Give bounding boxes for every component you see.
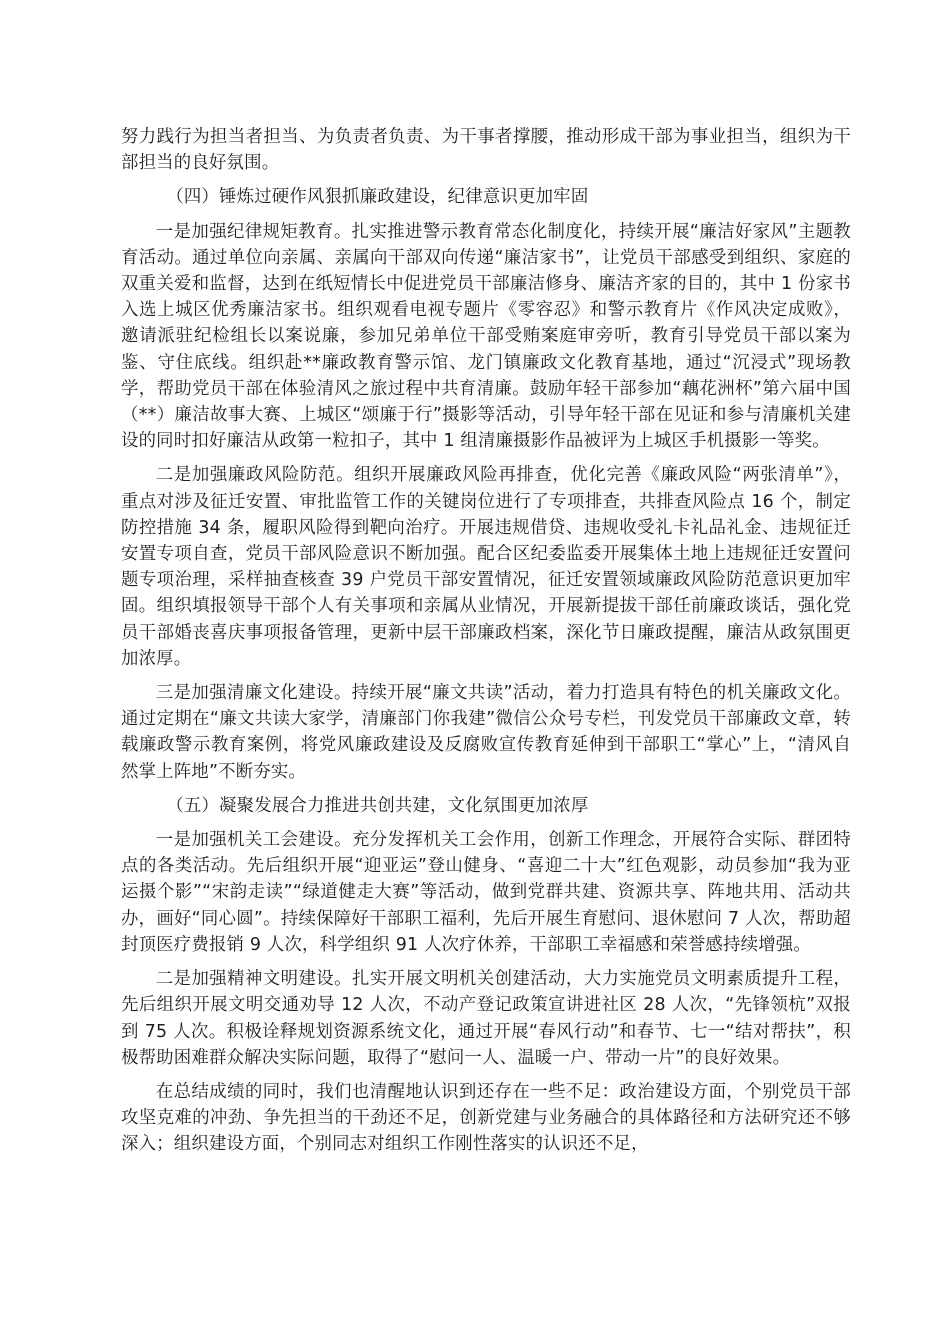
paragraph-continued: 努力践行为担当者担当、为负责者负责、为干事者撑腰，推动形成干部为事业担当，组织为干部担当的良好氛围。 <box>121 127 851 174</box>
section-heading-four: （四）锤炼过硬作风狠抓廉政建设，纪律意识更加牢固 <box>166 187 589 208</box>
paragraph-risk-prevention: 二是加强廉政风险防范。组织开展廉政风险再排查，优化完善《廉政风险“两张清单”》，重点对涉及征迁安置、审批监管工作的关键岗位进行了专项排查，共排查风险点 16 个，制定防控措施 34 条，履职风险得到靶向治疗。开展违规借贷、违规收受礼卡礼品礼金、违规征迁安置专项自查，党员干部风险意识不断加强。配合区纪委监委开展集体土地上违规征迁安置问题专项治理，采样抽查核查 39 户党员干部安置情况，征迁安置领域廉政风险防范意识更加牢固。组织填报领导干部个人有关事项和亲属从业情况，开展新提拔干部任前廉政谈话，强化党员干部婚丧喜庆事项报备管理，更新中层干部廉政档案，深化节日廉政提醒，廉洁从政氛围更加浓厚。 <box>121 465 851 669</box>
paragraph-spiritual-civilization: 二是加强精神文明建设。扎实开展文明机关创建活动，大力实施党员文明素质提升工程，先后组织开展文明交通劝导 12 人次，不动产登记政策宣讲进社区 28 人次，“先锋领杭”双报到 75 人次。积极诠释规划资源系统文化，通过开展“春风行动”和春节、七一“结对帮扶”，积极帮助困难群众解决实际问题，取得了“慰问一人、温暖一户、带动一片”的良好效果。 <box>121 969 851 1068</box>
section-heading-five: （五）凝聚发展合力推进共创共建，文化氛围更加浓厚 <box>166 795 589 816</box>
document-page <box>121 124 851 1158</box>
paragraph-shortcomings: 在总结成绩的同时，我们也清醒地认识到还存在一些不足：政治建设方面，个别党员干部攻坚克难的冲劲、争先担当的干劲还不足，创新党建与业务融合的具体路径和方法研究还不够深入；组织建设方面，个别同志对组织工作刚性落实的认识还不足， <box>121 1081 851 1155</box>
paragraph-trade-union: 一是加强机关工会建设。充分发挥机关工会作用，创新工作理念，开展符合实际、群团特点的各类活动。先后组织开展“迎亚运”登山健身、“喜迎二十大”红色观影，动员参加“我为亚运摄个影”“宋韵走读”“绿道健走大赛”等活动，做到党群共建、资源共享、阵地共用、活动共办，画好“同心圆”。持续保障好干部职工福利，先后开展生育慰问、退休慰问 7 人次，帮助超封顶医疗费报销 9 人次，科学组织 91 人次疗休养，干部职工幸福感和荣誉感持续增强。 <box>121 830 851 955</box>
paragraph-clean-culture: 三是加强清廉文化建设。持续开展“廉文共读”活动，着力打造具有特色的机关廉政文化。通过定期在“廉文共读大家学，清廉部门你我建”微信公众号专栏，刊发党员干部廉政文章，转载廉政警示教育案例，将党风廉政建设及反腐败宣传教育延伸到干部职工“掌心”上，“清风自然掌上阵地”不断夯实。 <box>121 683 851 782</box>
paragraph-discipline-education: 一是加强纪律规矩教育。扎实推进警示教育常态化制度化，持续开展“廉洁好家风”主题教育活动。通过单位向亲属、亲属向干部双向传递“廉洁家书”，让党员干部感受到组织、家庭的双重关爱和监督，达到在纸短情长中促进党员干部廉洁修身、廉洁齐家的目的，其中 1 份家书入选上城区优秀廉洁家书。组织观看电视专题片《零容忍》和警示教育片《作风决定成败》，邀请派驻纪检组长以案说廉，参加兄弟单位干部受贿案庭审旁听，教育引导党员干部以案为鉴、守住底线。组织赴**廉政教育警示馆、龙门镇廉政文化教育基地，通过“沉浸式”现场教学，帮助党员干部在体验清风之旅过程中共育清廉。鼓励年轻干部参加“藕花洲杯”第六届中国（**）廉洁故事大赛、上城区“颂廉于行”摄影等活动，引导年轻干部在见证和参与清廉机关建设的同时扣好廉洁从政第一粒扣子，其中 1 组清廉摄影作品被评为上城区手机摄影一等奖。 <box>121 221 851 452</box>
